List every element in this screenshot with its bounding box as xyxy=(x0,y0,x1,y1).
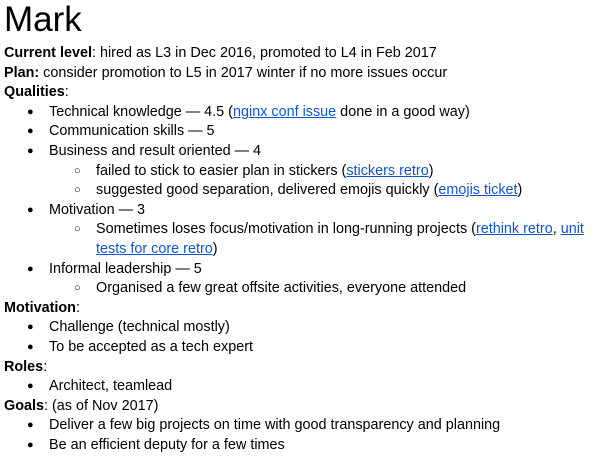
plan-label: Plan: xyxy=(4,64,40,81)
technical-knowledge-suffix: done in a good way) xyxy=(336,103,470,120)
stickers-retro-link[interactable]: stickers retro xyxy=(346,162,429,179)
current-level-label: Current level xyxy=(4,45,92,61)
motivation-colon: : xyxy=(75,299,80,316)
qualities-colon: : xyxy=(64,84,69,101)
list-item-technical-knowledge xyxy=(4,103,598,123)
sub-item-stickers xyxy=(4,162,598,182)
list-item-business-result-oriented: ● Business and result oriented — 4 xyxy=(4,142,598,162)
goals-text: : (as of Nov 2017) xyxy=(44,397,159,414)
sub-item-offsite: ○ Organised a few great offsite activities, everyone attended xyxy=(4,279,598,299)
emojis-text: suggested good separation, delivered emojis quickly ( xyxy=(96,182,439,199)
goals-heading xyxy=(4,397,598,417)
list-item-informal-leadership: ● Informal leadership — 5 xyxy=(4,260,598,280)
unit-tests-retro-link[interactable]: unit tests for core retro xyxy=(96,221,584,257)
list-item-communication-skills: ● Communication skills — 5 xyxy=(4,122,598,142)
roles-label: Roles xyxy=(4,358,44,375)
list-item-architect: ● Architect, teamlead xyxy=(4,377,598,397)
motivation-list xyxy=(4,318,598,357)
stickers-suffix: ) xyxy=(428,162,434,179)
roles-heading xyxy=(4,358,598,378)
goals-label: Goals xyxy=(4,397,44,414)
rethink-retro-link[interactable]: rethink retro xyxy=(475,221,553,238)
list-item-tech-expert: ● To be accepted as a tech expert xyxy=(4,338,598,358)
nginx-conf-issue-link[interactable]: nginx conf issue xyxy=(232,103,337,120)
sub-item-emojis xyxy=(4,181,598,201)
focus-text: Sometimes loses focus/motivation in long-running projects ( xyxy=(96,221,476,238)
roles-colon: : xyxy=(43,358,48,375)
goals-list xyxy=(4,416,598,455)
emojis-suffix: ) xyxy=(517,182,523,199)
page-title: Mark xyxy=(4,0,82,39)
focus-suffix: ) xyxy=(212,240,218,257)
list-item-motivation: ● Motivation — 3 xyxy=(4,201,598,221)
motivation-heading xyxy=(4,299,598,319)
sub-item-focus xyxy=(4,220,590,259)
roles-list xyxy=(4,377,598,397)
list-item-deputy: ● Be an efficient deputy for a few times xyxy=(4,436,598,456)
qualities-heading xyxy=(4,83,598,103)
motivation-label: Motivation xyxy=(4,299,76,316)
list-item-challenge: ● Challenge (technical mostly) xyxy=(4,318,598,338)
plan-text: consider promotion to L5 in 2017 winter if no more issues occur xyxy=(39,64,448,81)
qualities-list xyxy=(4,103,598,299)
stickers-text: failed to stick to easier plan in stickers ( xyxy=(96,162,347,179)
qualities-label: Qualities xyxy=(4,84,65,101)
focus-separator: , xyxy=(552,221,561,238)
current-level-line xyxy=(4,44,598,64)
technical-knowledge-text: Technical knowledge — 4.5 ( xyxy=(49,103,233,120)
emojis-ticket-link[interactable]: emojis ticket xyxy=(438,182,518,199)
list-item-deliver-projects: ● Deliver a few big projects on time with good transparency and planning xyxy=(4,416,598,436)
plan-line xyxy=(4,64,598,84)
current-level-text: : hired as L3 in Dec 2016, promoted to L4 in Feb 2017 xyxy=(91,45,437,61)
